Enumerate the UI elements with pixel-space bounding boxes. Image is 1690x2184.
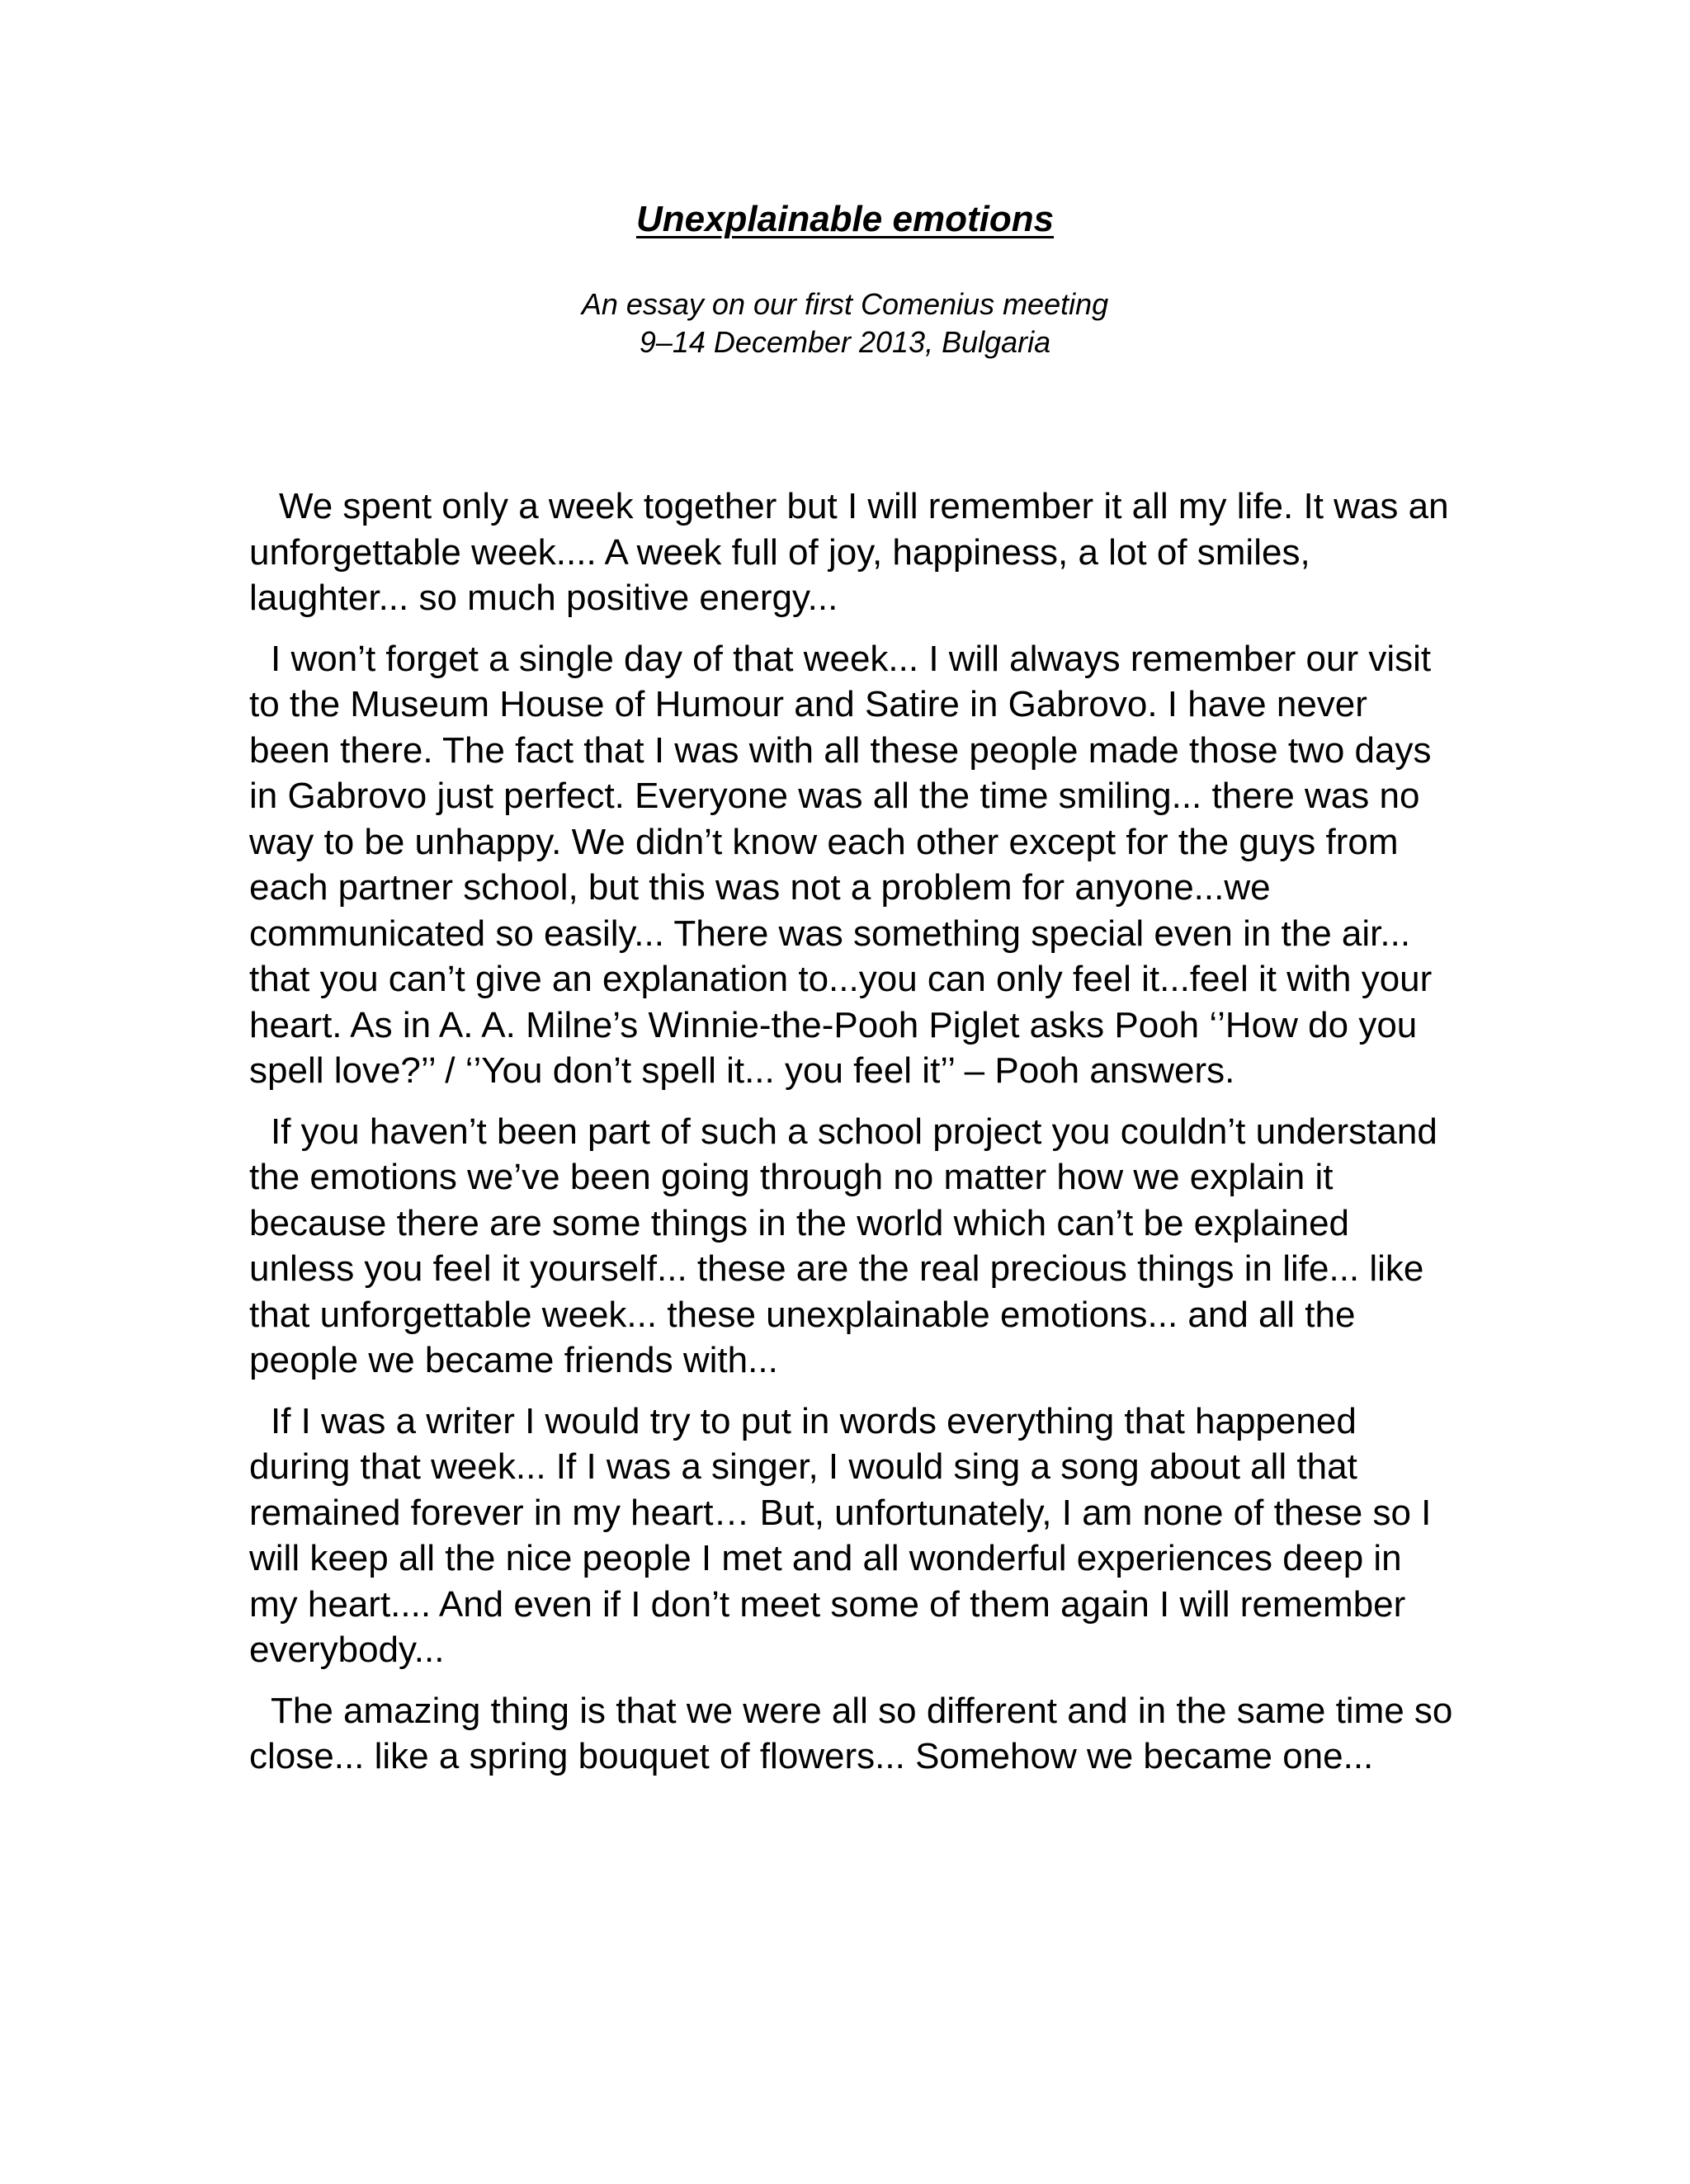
- essay-paragraph-2: I won’t forget a single day of that week... I will always remember our visit to the Museum House of Humour and Satire in Gabrovo. I have never been there. The fact that I was with all these people made those two days in Gabrovo just perfect. Everyone was all the time smiling... there was no way to be unhappy. We didn’t know each other except for the guys from each partner school, but this was not a problem for anyone...we communicated so easily... There was something special even in the air... that you can’t give an explanation to...you can only feel it...feel it with your heart. As in A. A. Milne’s Winnie-the-Pooh Piglet asks Pooh ‘’How do you spell love?’’ / ‘’You don’t spell it... you feel it’’ – Pooh answers.: [249, 638, 1433, 1091]
- essay-subtitle-line-2: 9–14 December 2013, Bulgaria: [639, 325, 1051, 359]
- essay-title: Unexplainable emotions: [635, 199, 1055, 239]
- essay-subtitle-line-1: An essay on our first Comenius meeting: [581, 287, 1109, 321]
- essay-paragraph-5: The amazing thing is that we were all so different and in the same time so close... like a spring bouquet of flowers... Somehow we became one...: [249, 1690, 1453, 1776]
- essay-paragraph-1: We spent only a week together but I will remember it all my life. It was an unforgettable week.... A week full of joy, happiness, a lot of smiles, laughter... so much positive energy...: [249, 486, 1449, 618]
- essay-paragraph-4: If I was a writer I would try to put in words everything that happened during that week... If I was a singer, I would sing a song about all that remained forever in my heart… But, unfortunately, I am none of these so I will keep all the nice people I met and all wonderful experiences deep in my heart.... And even if I don’t meet some of them again I will remember everybody...: [249, 1400, 1432, 1670]
- essay-paragraph-3: If you haven’t been part of such a school project you couldn’t understand the emotions we’ve been going through no matter how we explain it because there are some things in the world which can’t be explained unless you feel it yourself... these are the real precious things in life... like that unforgettable week... these unexplainable emotions... and all the people we became friends with...: [249, 1111, 1437, 1380]
- essay-body: [249, 483, 1454, 1795]
